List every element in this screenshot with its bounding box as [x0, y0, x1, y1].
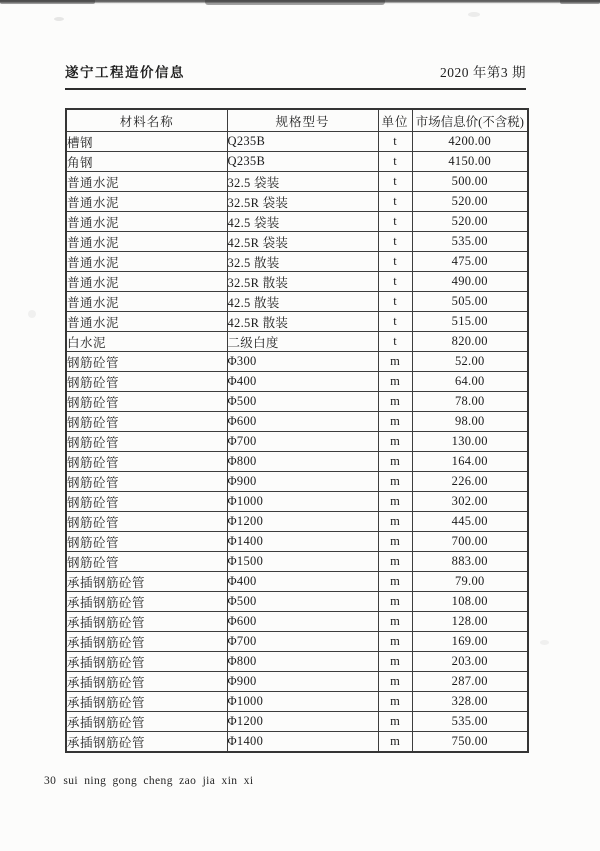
unit-cell: t — [378, 172, 412, 192]
price-cell: 79.00 — [412, 572, 528, 592]
material-name-cell: 槽钢 — [66, 132, 227, 152]
material-name-cell: 普通水泥 — [66, 192, 227, 212]
table-row — [66, 552, 528, 572]
page-number: 30 — [44, 775, 57, 787]
spec-cell: Φ1400 — [227, 732, 378, 753]
price-cell: 4150.00 — [412, 152, 528, 172]
material-name-cell: 承插钢筋砼管 — [66, 712, 227, 732]
material-name-cell: 钢筋砼管 — [66, 532, 227, 552]
spec-cell: Φ600 — [227, 612, 378, 632]
page-footer — [44, 775, 253, 787]
table-row — [66, 352, 528, 372]
material-name-cell: 普通水泥 — [66, 212, 227, 232]
spec-cell: Φ1400 — [227, 532, 378, 552]
material-name-cell: 钢筋砼管 — [66, 372, 227, 392]
spec-cell: Φ800 — [227, 452, 378, 472]
table-row — [66, 512, 528, 532]
spec-cell: Φ900 — [227, 672, 378, 692]
unit-cell: m — [378, 352, 412, 372]
spec-cell: Φ500 — [227, 592, 378, 612]
unit-cell: m — [378, 572, 412, 592]
unit-cell: t — [378, 132, 412, 152]
scan-speck — [28, 310, 36, 318]
spec-cell: Φ800 — [227, 652, 378, 672]
spec-cell: 二级白度 — [227, 332, 378, 352]
table-row — [66, 692, 528, 712]
price-cell: 169.00 — [412, 632, 528, 652]
spec-cell: Φ1200 — [227, 712, 378, 732]
material-name-cell: 钢筋砼管 — [66, 432, 227, 452]
unit-cell: t — [378, 332, 412, 352]
material-name-cell: 承插钢筋砼管 — [66, 692, 227, 712]
material-name-cell: 普通水泥 — [66, 292, 227, 312]
unit-cell: m — [378, 492, 412, 512]
price-cell: 505.00 — [412, 292, 528, 312]
price-cell: 203.00 — [412, 652, 528, 672]
price-cell: 64.00 — [412, 372, 528, 392]
price-table-head — [66, 109, 528, 132]
price-cell: 98.00 — [412, 412, 528, 432]
scan-speck — [468, 12, 480, 17]
unit-cell: m — [378, 672, 412, 692]
page-header — [65, 61, 526, 90]
col-header-material-name: 材料名称 — [66, 109, 227, 132]
unit-cell: t — [378, 292, 412, 312]
table-row — [66, 192, 528, 212]
scan-artifact-patch — [560, 0, 600, 4]
scan-artifact-patch — [205, 0, 385, 5]
material-name-cell: 普通水泥 — [66, 312, 227, 332]
price-cell: 883.00 — [412, 552, 528, 572]
table-row — [66, 232, 528, 252]
table-row — [66, 172, 528, 192]
material-name-cell: 承插钢筋砼管 — [66, 632, 227, 652]
journal-title: 遂宁工程造价信息 — [65, 65, 185, 80]
col-header-market-price: 市场信息价(不含税) — [412, 109, 528, 132]
price-cell: 4200.00 — [412, 132, 528, 152]
material-name-cell: 钢筋砼管 — [66, 352, 227, 372]
spec-cell: 42.5R 散装 — [227, 312, 378, 332]
unit-cell: t — [378, 152, 412, 172]
material-name-cell: 承插钢筋砼管 — [66, 652, 227, 672]
scan-artifact-patch — [0, 0, 95, 4]
spec-cell: Φ600 — [227, 412, 378, 432]
price-cell: 78.00 — [412, 392, 528, 412]
col-header-unit: 单位 — [378, 109, 412, 132]
table-row — [66, 652, 528, 672]
unit-cell: m — [378, 452, 412, 472]
unit-cell: m — [378, 652, 412, 672]
unit-cell: m — [378, 632, 412, 652]
material-name-cell: 角钢 — [66, 152, 227, 172]
spec-cell: 42.5R 袋装 — [227, 232, 378, 252]
table-row — [66, 292, 528, 312]
material-name-cell: 钢筋砼管 — [66, 392, 227, 412]
table-row — [66, 472, 528, 492]
col-header-spec-model: 规格型号 — [227, 109, 378, 132]
material-name-cell: 普通水泥 — [66, 272, 227, 292]
spec-cell: 32.5 散装 — [227, 252, 378, 272]
price-cell: 445.00 — [412, 512, 528, 532]
price-cell: 520.00 — [412, 212, 528, 232]
price-cell: 535.00 — [412, 712, 528, 732]
table-row — [66, 332, 528, 352]
price-cell: 500.00 — [412, 172, 528, 192]
price-cell: 130.00 — [412, 432, 528, 452]
material-name-cell: 白水泥 — [66, 332, 227, 352]
table-row — [66, 312, 528, 332]
material-name-cell: 承插钢筋砼管 — [66, 612, 227, 632]
table-row — [66, 632, 528, 652]
spec-cell: Φ500 — [227, 392, 378, 412]
spec-cell: Φ1200 — [227, 512, 378, 532]
footer-pinyin-caption: sui ning gong cheng zao jia xin xi — [63, 775, 254, 787]
spec-cell: Φ300 — [227, 352, 378, 372]
table-row — [66, 572, 528, 592]
price-table-body — [66, 132, 528, 753]
material-name-cell: 普通水泥 — [66, 252, 227, 272]
unit-cell: m — [378, 712, 412, 732]
table-row — [66, 152, 528, 172]
price-cell: 108.00 — [412, 592, 528, 612]
material-name-cell: 钢筋砼管 — [66, 452, 227, 472]
table-row — [66, 372, 528, 392]
price-cell: 515.00 — [412, 312, 528, 332]
scan-speck — [54, 17, 64, 21]
price-cell: 226.00 — [412, 472, 528, 492]
table-row — [66, 492, 528, 512]
spec-cell: Φ700 — [227, 632, 378, 652]
material-name-cell: 承插钢筋砼管 — [66, 672, 227, 692]
unit-cell: m — [378, 512, 412, 532]
price-cell: 750.00 — [412, 732, 528, 753]
unit-cell: t — [378, 192, 412, 212]
material-name-cell: 钢筋砼管 — [66, 492, 227, 512]
unit-cell: t — [378, 212, 412, 232]
unit-cell: m — [378, 612, 412, 632]
table-row — [66, 592, 528, 612]
price-cell: 535.00 — [412, 232, 528, 252]
spec-cell: Φ400 — [227, 572, 378, 592]
unit-cell: t — [378, 272, 412, 292]
unit-cell: m — [378, 372, 412, 392]
material-name-cell: 承插钢筋砼管 — [66, 732, 227, 753]
header-row — [66, 109, 528, 132]
table-row — [66, 532, 528, 552]
material-name-cell: 钢筋砼管 — [66, 552, 227, 572]
spec-cell: 32.5 袋装 — [227, 172, 378, 192]
table-row — [66, 212, 528, 232]
spec-cell: Φ700 — [227, 432, 378, 452]
spec-cell: Q235B — [227, 152, 378, 172]
price-cell: 700.00 — [412, 532, 528, 552]
material-name-cell: 承插钢筋砼管 — [66, 572, 227, 592]
table-row — [66, 712, 528, 732]
material-name-cell: 承插钢筋砼管 — [66, 592, 227, 612]
unit-cell: m — [378, 392, 412, 412]
price-cell: 128.00 — [412, 612, 528, 632]
table-row — [66, 452, 528, 472]
spec-cell: Φ1000 — [227, 692, 378, 712]
material-name-cell: 钢筋砼管 — [66, 472, 227, 492]
table-row — [66, 412, 528, 432]
price-cell: 820.00 — [412, 332, 528, 352]
unit-cell: m — [378, 532, 412, 552]
unit-cell: m — [378, 472, 412, 492]
spec-cell: Φ1500 — [227, 552, 378, 572]
table-row — [66, 272, 528, 292]
unit-cell: m — [378, 552, 412, 572]
table-row — [66, 732, 528, 753]
spec-cell: Q235B — [227, 132, 378, 152]
material-price-table — [65, 108, 529, 753]
material-name-cell: 普通水泥 — [66, 232, 227, 252]
price-cell: 287.00 — [412, 672, 528, 692]
table-row — [66, 392, 528, 412]
price-cell: 52.00 — [412, 352, 528, 372]
price-cell: 475.00 — [412, 252, 528, 272]
spec-cell: 42.5 袋装 — [227, 212, 378, 232]
spec-cell: Φ900 — [227, 472, 378, 492]
table-row — [66, 252, 528, 272]
table-row — [66, 132, 528, 152]
table-row — [66, 432, 528, 452]
price-cell: 490.00 — [412, 272, 528, 292]
unit-cell: m — [378, 592, 412, 612]
table-row — [66, 672, 528, 692]
unit-cell: t — [378, 312, 412, 332]
material-name-cell: 普通水泥 — [66, 172, 227, 192]
issue-label: 2020 年第3 期 — [440, 65, 526, 80]
unit-cell: t — [378, 252, 412, 272]
unit-cell: m — [378, 412, 412, 432]
unit-cell: m — [378, 732, 412, 753]
price-cell: 164.00 — [412, 452, 528, 472]
spec-cell: 42.5 散装 — [227, 292, 378, 312]
material-name-cell: 钢筋砼管 — [66, 412, 227, 432]
scan-speck — [540, 640, 549, 645]
spec-cell: 32.5R 散装 — [227, 272, 378, 292]
price-cell: 328.00 — [412, 692, 528, 712]
table-row — [66, 612, 528, 632]
spec-cell: Φ400 — [227, 372, 378, 392]
unit-cell: t — [378, 232, 412, 252]
spec-cell: 32.5R 袋装 — [227, 192, 378, 212]
unit-cell: m — [378, 432, 412, 452]
material-name-cell: 钢筋砼管 — [66, 512, 227, 532]
unit-cell: m — [378, 692, 412, 712]
price-cell: 302.00 — [412, 492, 528, 512]
spec-cell: Φ1000 — [227, 492, 378, 512]
price-cell: 520.00 — [412, 192, 528, 212]
